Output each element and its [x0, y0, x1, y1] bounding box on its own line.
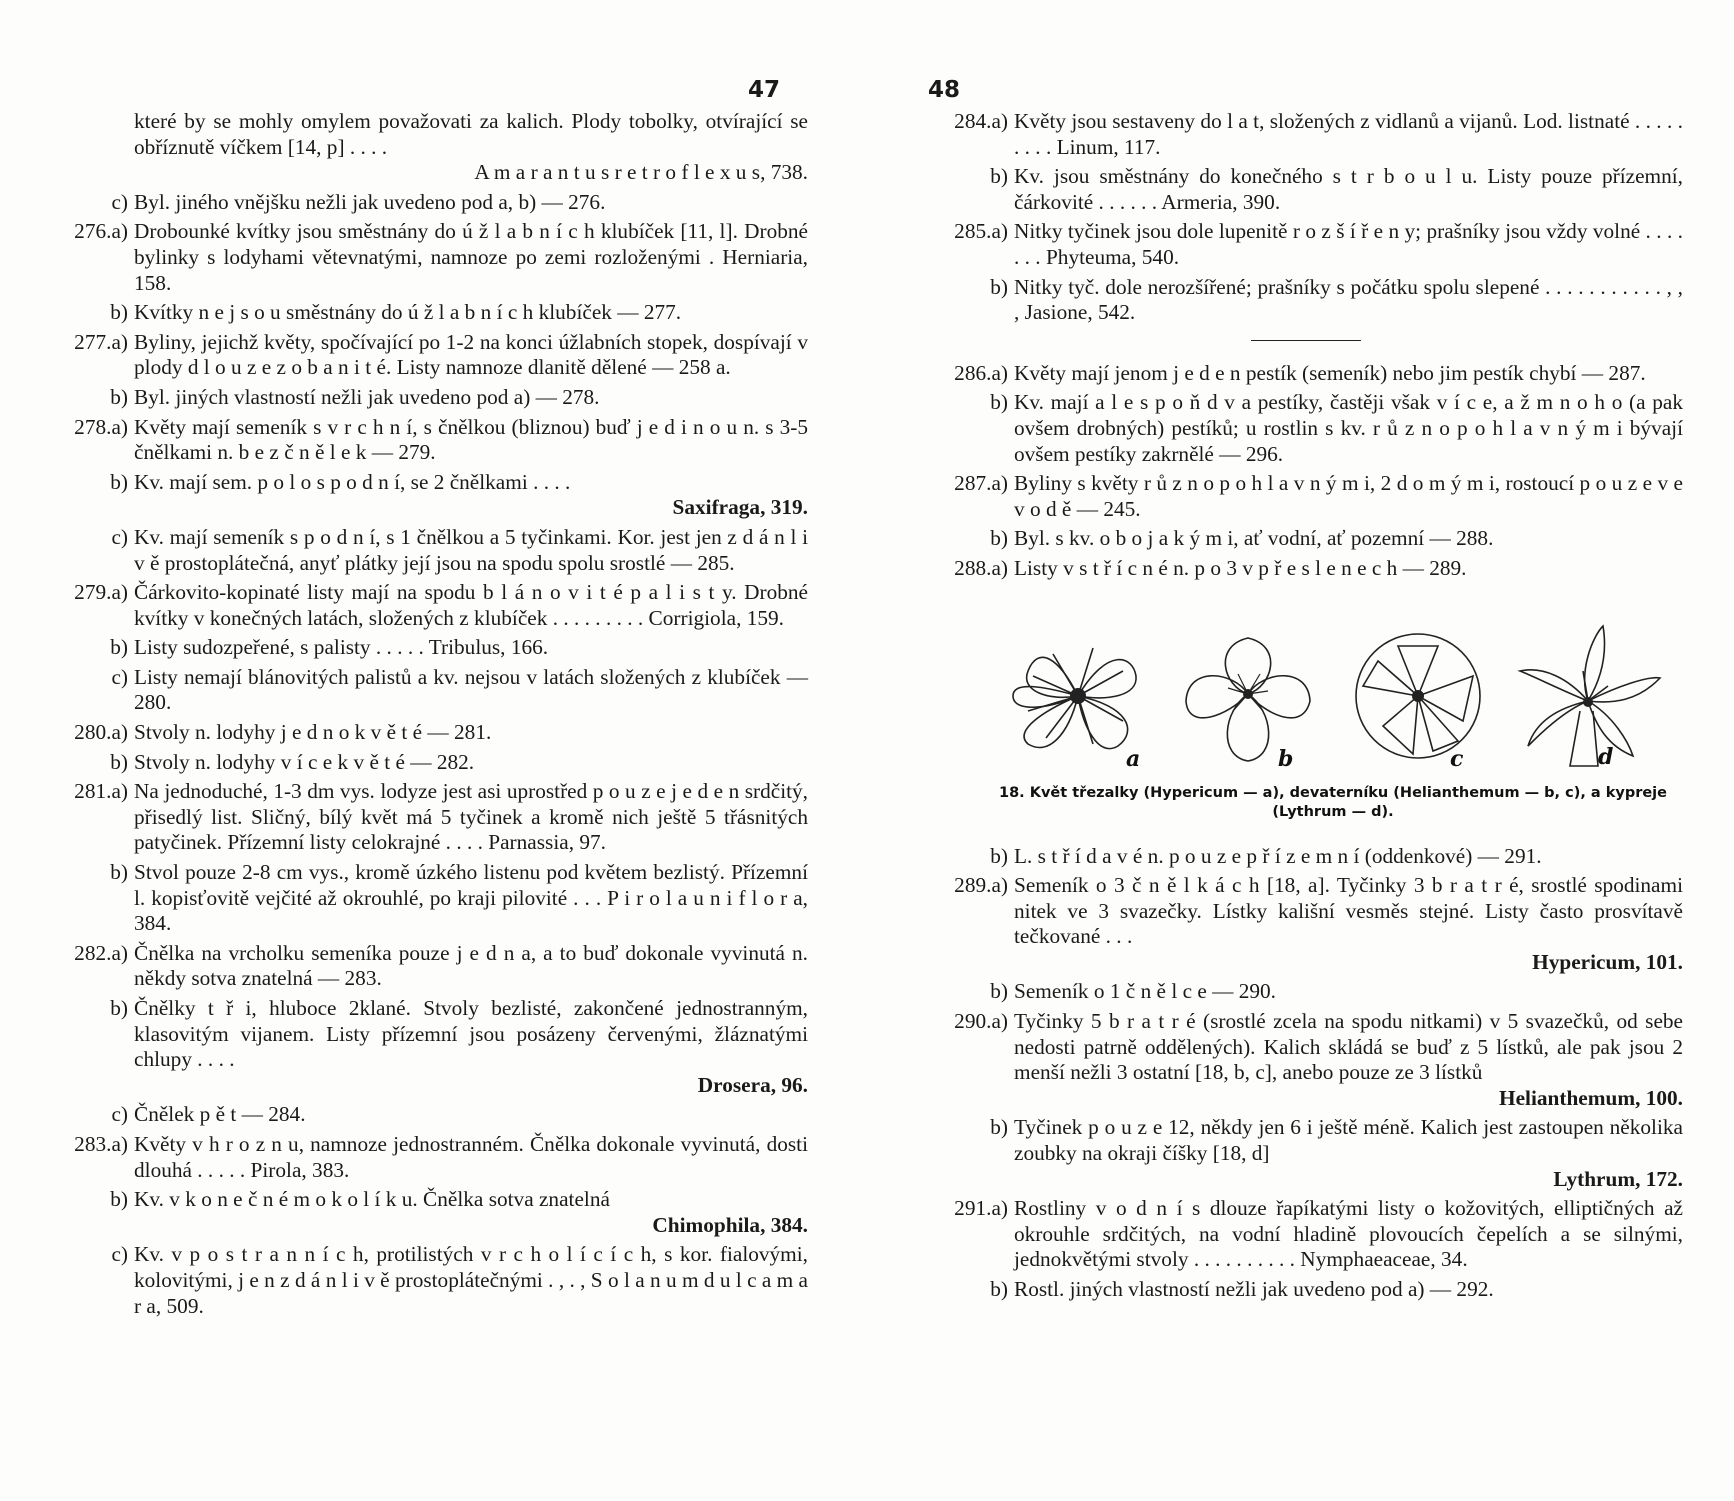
key-entry [928, 109, 1683, 160]
entry-label: c) [111, 189, 128, 214]
entry-result: Drosera, 96. [697, 1072, 808, 1097]
key-entry [48, 470, 808, 521]
entry-label: 291.a) [954, 1196, 1008, 1221]
key-entry [48, 665, 808, 716]
entry-label: 290.a) [954, 1009, 1008, 1034]
key-entry [48, 720, 808, 746]
entry-label: 284.a) [954, 109, 1008, 133]
entry-text: Nitky tyč. dole nerozšířené; prašníky s počátku spolu slepené . . . . . . . . . . . , , , Jasione, 542. [1014, 274, 1683, 325]
entry-text-block [1014, 1196, 1683, 1273]
entry-text-block [1014, 390, 1683, 467]
helianthemum-calyx-illustration [1338, 616, 1498, 776]
section-divider [1251, 340, 1361, 341]
entry-text-block [1014, 873, 1683, 975]
entry-text-block [134, 415, 808, 466]
entry-text-block [134, 109, 808, 186]
entry-text-block [134, 219, 808, 296]
figure-caption: 18. Květ třezalky (Hypericum — a), devaterníku (Helianthemum — b, c), a kypreje (Lythrum — d). [999, 784, 1667, 820]
entry-result: A m a r a n t u s r e t r o f l e x u s, 738. [474, 160, 808, 185]
key-entry [928, 164, 1683, 215]
entry-result: Lythrum, 172. [1553, 1166, 1683, 1191]
key-entry [48, 300, 808, 326]
entry-label: 281.a) [74, 779, 128, 804]
entry-text: L. s t ř í d a v é n. p o u z e p ř í z e m n í (oddenkové) — 291. [1014, 843, 1542, 868]
key-entry [48, 1102, 808, 1128]
entry-text: Čnělka na vrcholku semeníka pouze j e d n a, a to buď dokonale vyvinutá n. někdy sotva znatelná — 283. [134, 940, 808, 991]
entry-text: Listy v s t ř í c n é n. p o 3 v p ř e s l e n e c h — 289. [1014, 555, 1467, 580]
entry-text-block [134, 525, 808, 576]
entry-text-block [134, 580, 808, 631]
entry-text: Kv. mají a l e s p o ň d v a pestíky, častěji však v í c e, a ž m n o h o (a pak ovšem drobných) pestíků; u rostlin s kv. r ů z n o p o h l a v n ý m i bývají ovšem pestíky zakrnělé — 296. [1014, 390, 1683, 466]
entry-text: Kv. mají sem. p o l o s p o d n í, se 2 čnělkami . . . . [134, 469, 571, 494]
entry-label: b) [110, 635, 128, 660]
entry-text: Na jednoduché, 1-3 dm vys. lodyze jest asi uprostřed p o u z e j e d e n srdčitý, přisedlý list. Sličný, bílý květ má 5 tyčinek a kromě nich ještě 5 třásnitých patyčinek. Přízemní listy celokrajné . . . . Parnassia, 97. [134, 779, 808, 855]
figure-letter: b [1278, 745, 1294, 772]
entry-text-block [134, 330, 808, 381]
entry-label: b) [110, 384, 128, 409]
entry-label: 280.a) [74, 720, 128, 745]
entry-text: Byl. jiných vlastností nežli jak uvedeno pod a) — 278. [134, 384, 600, 409]
right-page [928, 75, 1683, 1303]
entry-label: 285.a) [954, 219, 1008, 244]
entry-text-block [134, 720, 808, 746]
page-number: 48 [928, 77, 961, 103]
entry-label: 289.a) [954, 873, 1008, 898]
entry-text-block [134, 300, 808, 326]
entry-text-block [134, 665, 808, 716]
entry-label: 276.a) [74, 219, 128, 244]
key-entry [48, 109, 808, 186]
entry-text-block [134, 1102, 808, 1128]
entry-result: Helianthemum, 100. [1499, 1085, 1683, 1110]
entry-label: 279.a) [74, 580, 128, 605]
entry-label: b) [110, 749, 128, 774]
entry-text: Listy sudozpeřené, s palisty . . . . . Tribulus, 166. [134, 635, 549, 660]
entry-text-block [1014, 109, 1683, 160]
entry-text: Rostliny v o d n í s dlouze řapíkatými listy o kožovitých, elliptičných až okrouhle srdčitých, na vodní hladině plovoucích čepelích a se silnými, jednokvětými stvoly . . . . . . . . . . Nymphaeaceae, 34. [1014, 1196, 1683, 1272]
key-entry [928, 1009, 1683, 1111]
key-entry [928, 219, 1683, 270]
entry-label: b) [990, 390, 1008, 415]
entry-text: Čárkovito-kopinaté listy mají na spodu b l á n o v i t é p a l i s t y. Drobné kvítky v konečných latách, složených z klubíček . . . . . . . . . Corrigiola, 159. [134, 580, 808, 630]
entry-label: 286.a) [954, 360, 1008, 385]
entry-label: c) [111, 1242, 128, 1267]
entry-label: b) [990, 1277, 1008, 1301]
key-entry [48, 385, 808, 411]
entry-label: b) [990, 1115, 1008, 1140]
entry-label: c) [111, 1102, 128, 1127]
entry-label: b) [110, 996, 128, 1020]
entry-text-block [134, 635, 808, 661]
entry-text: Květy v h r o z n u, namnoze jednostranném. Čnělka dokonale vyvinutá, dosti dlouhá . . . . . Pirola, 383. [134, 1131, 808, 1182]
entry-label: b) [110, 300, 128, 325]
key-entry [48, 779, 808, 856]
entry-text: Květy mají jenom j e d e n pestík (semeník) nebo jim pestík chybí — 287. [1014, 360, 1646, 385]
entry-label: b) [990, 526, 1008, 551]
entry-text: Kv. jsou směstnány do konečného s t r b o u l u. Listy pouze přízemní, čárkovité . . . . . . Armeria, 390. [1014, 164, 1683, 214]
entry-text: Listy nemají blánovitých palistů a kv. nejsou v latách složených z klubíček — 280. [134, 664, 808, 715]
entry-label: 277.a) [74, 329, 128, 354]
entry-text-block [1014, 1009, 1683, 1111]
entry-text: Tyčinky 5 b r a t r é (srostlé zcela na spodu nitkami) v 5 svazečků, od sebe nedosti patrně oddělených). Kalich skládá se buď z 5 lístků, ale pak jsou 2 menší nežli 3 ostatní [18, b, c], anebo pouze ze 3 lístků [1014, 1009, 1683, 1085]
entry-text-block [134, 996, 808, 1098]
entry-text-block [134, 1187, 808, 1238]
entry-text-block [134, 1242, 808, 1319]
key-entry [928, 1115, 1683, 1192]
key-entry [928, 471, 1683, 522]
entry-label: 278.a) [74, 414, 128, 439]
key-entry [48, 1132, 808, 1183]
key-entry [48, 219, 808, 296]
entry-result: Hypericum, 101. [1532, 949, 1683, 974]
entry-label: b) [990, 164, 1008, 189]
key-entry [928, 275, 1683, 326]
entry-result: Saxifraga, 319. [672, 495, 808, 520]
entry-text-block [1014, 471, 1683, 522]
helianthemum-flower-illustration [1168, 616, 1328, 776]
entry-text: Kvítky n e j s o u směstnány do ú ž l a b n í c h klubíček — 277. [134, 300, 682, 325]
entry-label: b) [990, 979, 1008, 1004]
key-entry [48, 941, 808, 992]
key-entry [48, 860, 808, 937]
entry-text: Květy mají semeník s v r c h n í, s čnělkou (bliznou) buď j e d i n o u n. s 3-5 čnělkami n. b e z č n ě l e k — 279. [134, 414, 808, 465]
entry-text-block [134, 190, 808, 216]
entry-text-block [134, 470, 808, 521]
entry-label: c) [111, 524, 128, 549]
key-entry [48, 190, 808, 216]
key-entry [48, 750, 808, 776]
key-entry [928, 526, 1683, 552]
key-entry [48, 525, 808, 576]
key-entry [48, 330, 808, 381]
key-entry [928, 361, 1683, 387]
key-entry [48, 415, 808, 466]
figure-letter: d [1598, 743, 1614, 770]
entry-text-block [1014, 556, 1683, 582]
key-entries [48, 109, 808, 1319]
entry-label: 288.a) [954, 555, 1008, 580]
entry-text: Stvoly n. lodyhy v í c e k v ě t é — 282. [134, 749, 475, 774]
entry-text-block [1014, 219, 1683, 270]
key-entry [48, 635, 808, 661]
key-entry [48, 1187, 808, 1238]
entry-result: Chimophila, 384. [652, 1212, 808, 1237]
entry-text: Byl. s kv. o b o j a k ý m i, ať vodní, ať pozemní — 288. [1014, 526, 1494, 551]
entry-text-block [1014, 1115, 1683, 1192]
entry-text-block [1014, 526, 1683, 552]
entry-text: Stvoly n. lodyhy j e d n o k v ě t é — 281. [134, 720, 492, 745]
entry-text-block [1014, 275, 1683, 326]
entry-text: Stvol pouze 2-8 cm vys., kromě úzkého listenu pod květem bezlistý. Přízemní l. kopisťovitě vejčité až okrouhlé, po kraji pilovité . . . P i r o l a u n i f l o r a, 384. [134, 860, 808, 936]
key-entries [928, 844, 1683, 1303]
entry-text-block [1014, 361, 1683, 387]
entry-label: b) [110, 1187, 128, 1212]
key-entry [48, 996, 808, 1098]
key-entries [928, 361, 1683, 582]
lythrum-flower-illustration [1508, 616, 1668, 776]
entry-text-block [134, 385, 808, 411]
entry-text-block [134, 941, 808, 992]
entry-text: Kv. v p o s t r a n n í c h, protilistých v r c h o l í c í c h, s kor. fialovými, kolovitými, j e n z d á n l i v ě prostoplátečnými . , . , S o l a n u m d u l c a m a r a, 509. [134, 1242, 808, 1318]
figure-letter: a [1126, 745, 1141, 772]
entry-label: b) [110, 860, 128, 885]
entry-text: Drobounké kvítky jsou směstnány do ú ž l a b n í c h klubíček [11, l]. Drobné bylinky s lodyhami větevnatými, namnoze po zemi rozloženými . Herniaria, 158. [134, 219, 808, 295]
flower-figure [988, 616, 1678, 822]
entry-label: b) [990, 843, 1008, 868]
entry-text-block [134, 779, 808, 856]
entry-text-block [134, 1132, 808, 1183]
entry-text: Čnělky t ř i, hluboce 2klané. Stvoly bezlisté, zakončené jednostranným, klasovitým vijanem. Listy přízemní jsou posázeny červenými, žláznatými chlupy . . . . [134, 996, 808, 1072]
entry-text-block [1014, 844, 1683, 870]
entry-label: 287.a) [954, 471, 1008, 496]
entry-text-block [134, 860, 808, 937]
entry-text: Květy jsou sestaveny do l a t, složených z vidlanů a vijanů. Lod. listnaté . . . . . . . . . Linum, 117. [1014, 109, 1683, 159]
key-entry [48, 580, 808, 631]
entry-text-block [1014, 164, 1683, 215]
key-entry [928, 556, 1683, 582]
key-entry [928, 979, 1683, 1005]
entry-label: 282.a) [74, 940, 128, 965]
entry-label: c) [111, 664, 128, 689]
entry-text: které by se mohly omylem považovati za kalich. Plody tobolky, otvírající se obříznutě víčkem [14, p] . . . . [134, 109, 808, 159]
key-entry [928, 1196, 1683, 1273]
key-entry [928, 390, 1683, 467]
entry-label [48, 109, 134, 186]
entry-text: Byliny, jejichž květy, spočívající po 1-2 na konci úžlabních stopek, dospívají v plody d l o u z e z o b a n i t é. Listy namnoze dlanitě dělené — 258 a. [134, 329, 808, 380]
entry-text: Nitky tyčinek jsou dole lupenitě r o z š í ř e n y; prašníky jsou vždy volné . . . . . . . Phyteuma, 540. [1014, 219, 1683, 269]
entry-text: Čnělek p ě t — 284. [134, 1102, 306, 1127]
figure-letter: c [1450, 745, 1464, 772]
entry-label: b) [990, 274, 1008, 299]
entry-text: Semeník o 3 č n ě l k á c h [18, a]. Tyčinky 3 b r a t r é, srostlé spodinami nitek ve 3 svazečky. Lístky kališní vesměs stejné. Listy často prosvítavě tečkované . . . [1014, 873, 1683, 949]
entry-text-block [1014, 1277, 1683, 1303]
entry-text: Kv. mají semeník s p o d n í, s 1 čnělkou a 5 tyčinkami. Kor. jest jen z d á n l i v ě prostoplátečná, anyť plátky její jsou na spodu spolu srostlé — 285. [134, 524, 808, 575]
key-entry [928, 1277, 1683, 1303]
left-page [48, 75, 808, 1319]
entry-text: Rostl. jiných vlastností nežli jak uvedeno pod a) — 292. [1014, 1277, 1494, 1301]
entry-text-block [134, 750, 808, 776]
entry-label: b) [110, 469, 128, 494]
key-entries [928, 109, 1683, 326]
entry-text: Semeník o 1 č n ě l c e — 290. [1014, 979, 1277, 1004]
key-entry [928, 873, 1683, 975]
entry-text-block [1014, 979, 1683, 1005]
page-number: 47 [747, 77, 780, 103]
key-entry [928, 844, 1683, 870]
entry-text: Kv. v k o n e č n é m o k o l í k u. Čnělka sotva znatelná [134, 1187, 610, 1212]
entry-label: 283.a) [74, 1131, 128, 1156]
key-entry [48, 1242, 808, 1319]
entry-text: Tyčinek p o u z e 12, někdy jen 6 i ještě méně. Kalich jest zastoupen několika zoubky na okraji číšky [18, d] [1014, 1115, 1683, 1166]
entry-text: Byl. jiného vnějšku nežli jak uvedeno pod a, b) — 276. [134, 189, 606, 214]
hypericum-flower-illustration [998, 616, 1158, 776]
entry-text: Byliny s květy r ů z n o p o h l a v n ý m i, 2 d o m ý m i, rostoucí p o u z e v e v o d ě — 245. [1014, 471, 1683, 521]
